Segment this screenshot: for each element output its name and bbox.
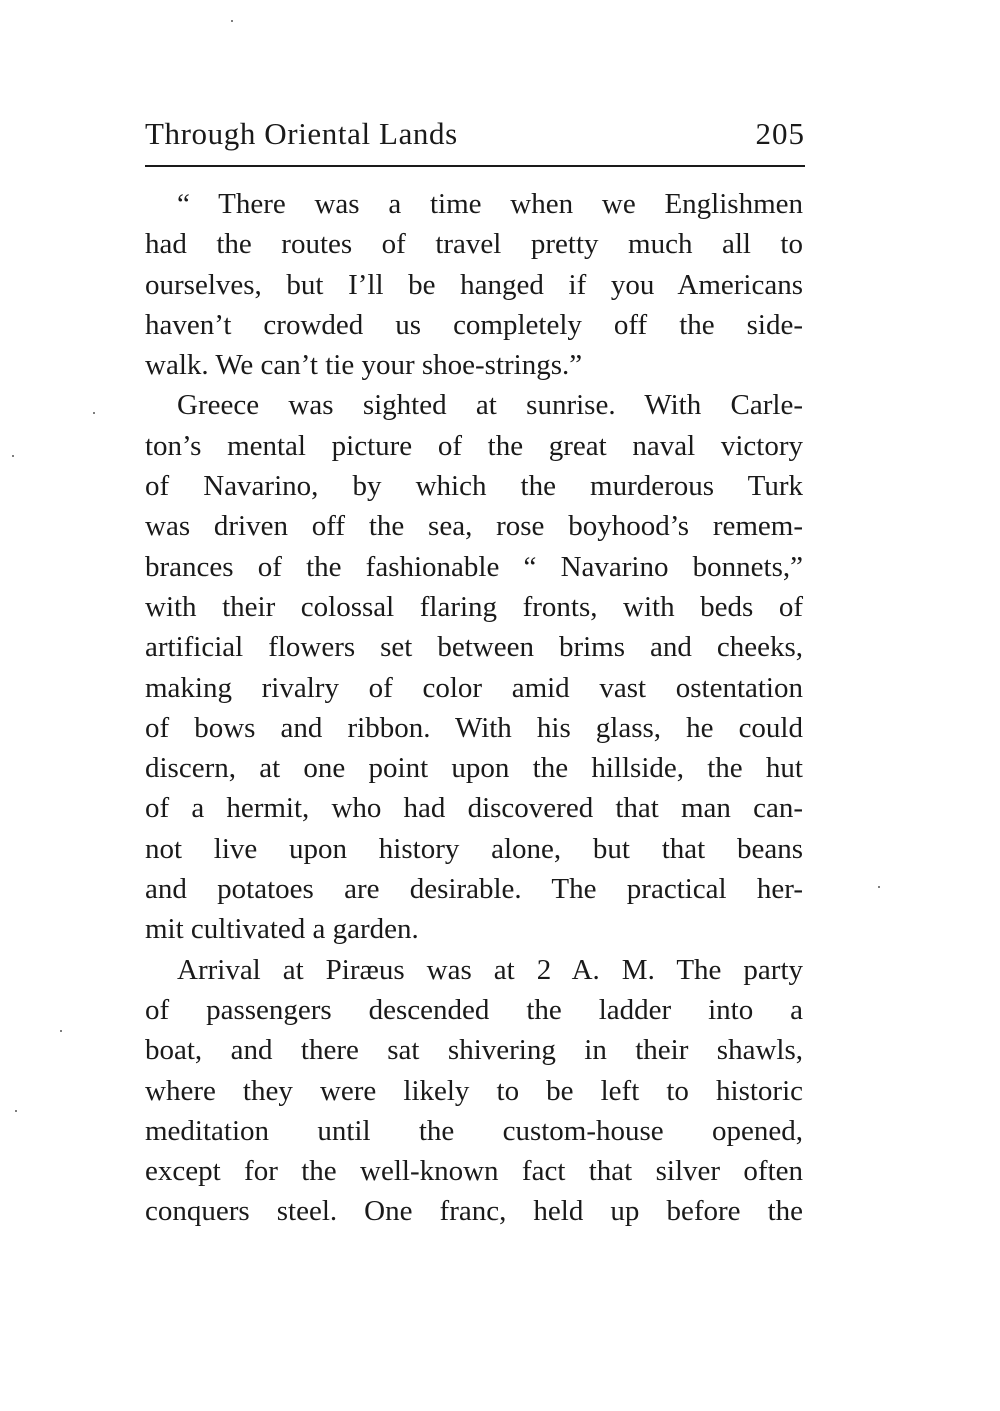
text-line: artificial flowers set between brims and cheeks, [145,631,803,664]
body-text [145,184,803,1232]
print-speck [15,1110,17,1112]
page-header [0,114,805,154]
print-speck [12,455,14,457]
print-speck [60,1030,62,1032]
text-line: not live upon history alone, but that beans [145,832,803,865]
text-line: boat, and there sat shivering in their shawls, [145,1034,803,1067]
text-line: Greece was sighted at sunrise. With Carle- [177,389,803,422]
text-line: brances of the fashionable “ Navarino bonnets,” [145,550,803,583]
text-line: haven’t crowded us completely off the side- [145,308,803,341]
text-line: had the routes of travel pretty much all to [145,228,803,261]
text-line: and potatoes are desirable. The practical her- [145,873,803,906]
text-line: meditation until the custom-house opened, [145,1114,803,1147]
text-line: was driven off the sea, rose boyhood’s remem- [145,510,803,543]
print-speck [878,886,880,888]
text-line: mit cultivated a garden. [145,913,419,946]
text-line: Arrival at Piræus was at 2 A. M. The party [177,953,803,986]
text-line: except for the well-known fact that silver often [145,1155,803,1188]
text-line: with their colossal flaring fronts, with beds of [145,590,803,623]
text-line: where they were likely to be left to historic [145,1074,803,1107]
text-line: conquers steel. One franc, held up before the [145,1195,803,1228]
text-line: ourselves, but I’ll be hanged if you Americans [145,268,803,301]
text-line: ton’s mental picture of the great naval victory [145,429,803,462]
text-line: walk. We can’t tie your shoe-strings.” [145,349,583,382]
text-line: of bows and ribbon. With his glass, he could [145,711,803,744]
text-line: discern, at one point upon the hillside, the hut [145,752,803,785]
print-speck [93,412,95,414]
header-rule [145,165,805,167]
page-number: 205 [755,116,805,151]
running-title: Through Oriental Lands [145,116,458,151]
text-line: of passengers descended the ladder into a [145,993,803,1026]
print-speck [231,20,233,22]
text-line: of a hermit, who had discovered that man can- [145,792,803,825]
text-line: “ There was a time when we Englishmen [177,188,803,220]
text-line: making rivalry of color amid vast ostentation [145,671,803,704]
text-line: of Navarino, by which the murderous Turk [145,470,803,503]
